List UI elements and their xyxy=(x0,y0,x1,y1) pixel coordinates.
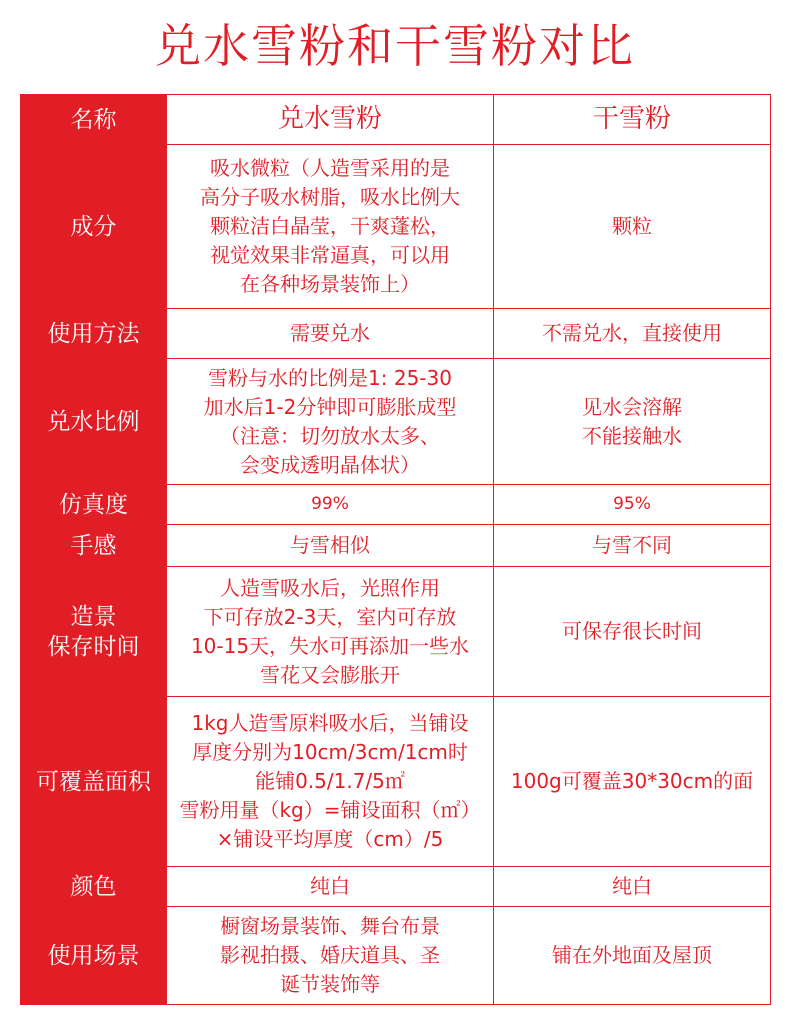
row-value-dry: 95% xyxy=(494,485,771,525)
row-label: 造景 保存时间 xyxy=(21,567,167,697)
row-value-dry: 可保存很长时间 xyxy=(494,567,771,697)
table-row xyxy=(21,359,771,485)
row-value-dry: 纯白 xyxy=(494,867,771,907)
table-row xyxy=(21,145,771,309)
row-value-wet: 需要兑水 xyxy=(167,309,494,359)
row-value-dry: 见水会溶解 不能接触水 xyxy=(494,359,771,485)
row-value-wet: 99% xyxy=(167,485,494,525)
row-label: 使用方法 xyxy=(21,309,167,359)
row-value-dry: 不需兑水，直接使用 xyxy=(494,309,771,359)
header-label-cell: 名称 xyxy=(21,95,167,145)
row-value-wet: 与雪相似 xyxy=(167,525,494,567)
table-row xyxy=(21,485,771,525)
page-title: 兑水雪粉和干雪粉对比 xyxy=(155,19,635,73)
table-row xyxy=(21,907,771,1005)
row-label: 可覆盖面积 xyxy=(21,697,167,867)
row-value-dry: 100g可覆盖30*30cm的面 xyxy=(494,697,771,867)
row-value-wet: 吸水微粒（人造雪采用的是 高分子吸水树脂，吸水比例大 颗粒洁白晶莹，干爽蓬松， 视觉效果非常逼真，可以用 在各种场景装饰上） xyxy=(167,145,494,309)
header-col-dry-snow: 干雪粉 xyxy=(494,95,771,145)
row-value-wet: 橱窗场景装饰、舞台布景 影视拍摄、婚庆道具、圣 诞节装饰等 xyxy=(167,907,494,1005)
table-header-row xyxy=(21,95,771,145)
row-label: 颜色 xyxy=(21,867,167,907)
row-value-wet: 纯白 xyxy=(167,867,494,907)
header-col-wet-snow: 兑水雪粉 xyxy=(167,95,494,145)
table-row xyxy=(21,697,771,867)
row-value-wet: 1kg人造雪原料吸水后，当铺设 厚度分别为10cm/3cm/1cm时 能铺0.5/1.7/5㎡ 雪粉用量（kg）=铺设面积（㎡） ×铺设平均厚度（cm）/5 xyxy=(167,697,494,867)
table-row xyxy=(21,867,771,907)
row-label: 兑水比例 xyxy=(21,359,167,485)
row-label: 成分 xyxy=(21,145,167,309)
comparison-table xyxy=(20,94,771,1005)
table-row xyxy=(21,525,771,567)
table-row xyxy=(21,567,771,697)
row-label: 手感 xyxy=(21,525,167,567)
row-label: 仿真度 xyxy=(21,485,167,525)
row-value-wet: 雪粉与水的比例是1: 25-30 加水后1-2分钟即可膨胀成型 （注意：切勿放水太多、 会变成透明晶体状） xyxy=(167,359,494,485)
row-value-dry: 与雪不同 xyxy=(494,525,771,567)
row-value-dry: 铺在外地面及屋顶 xyxy=(494,907,771,1005)
row-value-dry: 颗粒 xyxy=(494,145,771,309)
row-label: 使用场景 xyxy=(21,907,167,1005)
table-row xyxy=(21,309,771,359)
row-value-wet: 人造雪吸水后，光照作用 下可存放2-3天，室内可存放 10-15天，失水可再添加一些水 雪花又会膨胀开 xyxy=(167,567,494,697)
